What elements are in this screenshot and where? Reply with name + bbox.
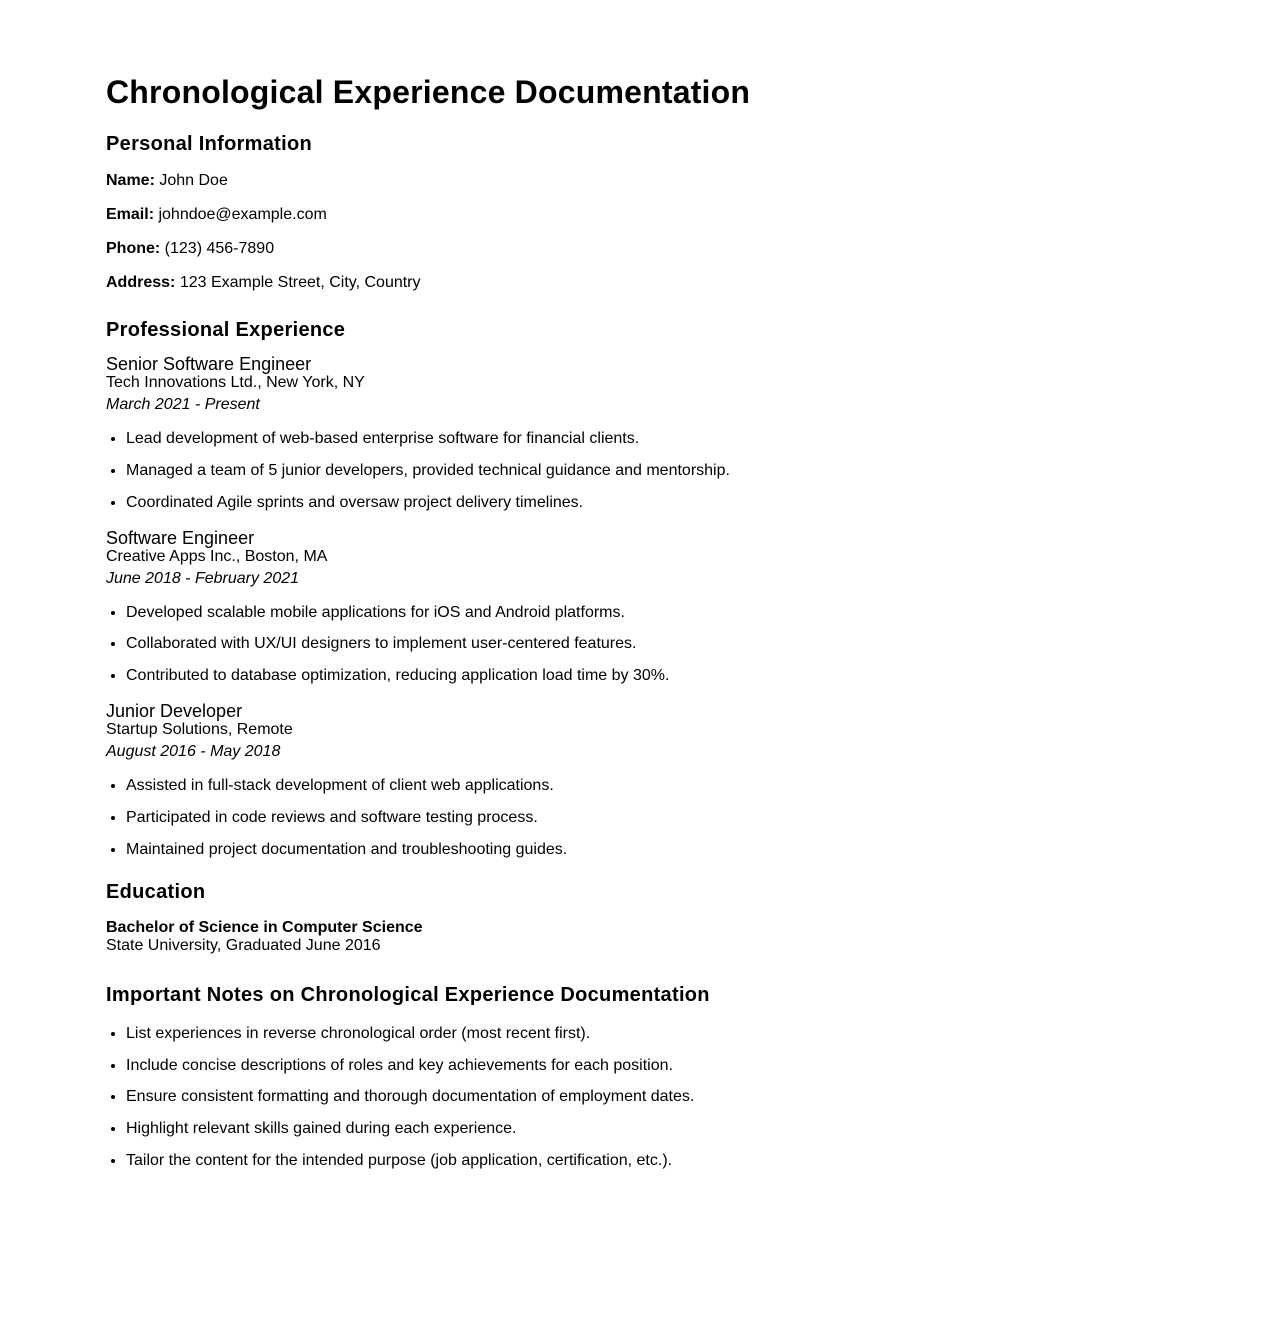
notes-list [106, 1024, 1156, 1171]
info-value: 123 Example Street, City, Country [179, 274, 421, 291]
list-item: • Managed a team of 5 junior developers, provided technical guidance and mentorship. [126, 461, 1156, 481]
job-entry [106, 527, 1156, 687]
section-heading-notes: Important Notes on Chronological Experience Documentation [106, 983, 710, 1006]
job-entry [106, 353, 1156, 513]
education-degree: Bachelor of Science in Computer Science [106, 918, 423, 936]
job-title: Junior Developer [106, 701, 243, 722]
list-item: • Developed scalable mobile applications for iOS and Android platforms. [126, 603, 1156, 623]
job-dates: March 2021 - Present [106, 396, 260, 413]
list-item: • Collaborated with UX/UI designers to implement user-centered features. [126, 634, 1156, 654]
info-address [106, 273, 1156, 293]
list-item: • Maintained project documentation and troubleshooting guides. [126, 840, 1156, 860]
list-item: • Assisted in full-stack development of client web applications. [126, 776, 1156, 796]
section-heading-personal: Personal Information [106, 133, 313, 155]
list-item: • Include concise descriptions of roles and key achievements for each position. [126, 1056, 1156, 1076]
job-bullets [106, 776, 1156, 860]
job-bullets [106, 429, 1156, 513]
section-heading-experience: Professional Experience [106, 319, 346, 341]
list-item: • List experiences in reverse chronological order (most recent first). [126, 1024, 1156, 1044]
job-title: Senior Software Engineer [106, 354, 312, 374]
info-value: johndoe@example.com [158, 206, 327, 223]
job-company: Creative Apps Inc., Boston, MA [106, 547, 328, 565]
info-label: Email: [106, 206, 155, 223]
info-label: Phone: [106, 240, 161, 257]
education-detail: State University, Graduated June 2016 [106, 936, 381, 954]
job-dates: June 2018 - February 2021 [106, 569, 300, 587]
job-dates: August 2016 - May 2018 [106, 743, 281, 761]
info-name [106, 171, 1156, 191]
section-heading-education: Education [106, 880, 206, 903]
list-item: • Ensure consistent formatting and thorough documentation of employment dates. [126, 1087, 1156, 1107]
info-email [106, 205, 1156, 225]
info-label: Address: [106, 274, 176, 291]
list-item: • Tailor the content for the intended purpose (job application, certification, etc.). [126, 1151, 1156, 1171]
job-company: Startup Solutions, Remote [106, 721, 293, 739]
list-item: • Lead development of web-based enterprise software for financial clients. [126, 429, 1156, 449]
education-entry [106, 919, 1156, 955]
info-value: John Doe [159, 172, 228, 189]
list-item: • Coordinated Agile sprints and oversaw project delivery timelines. [126, 493, 1156, 513]
info-label: Name: [106, 172, 155, 189]
list-item: • Highlight relevant skills gained during each experience. [126, 1119, 1156, 1139]
page-title: Chronological Experience Documentation [106, 74, 751, 110]
list-item: • Participated in code reviews and software testing process. [126, 808, 1156, 828]
job-company: Tech Innovations Ltd., New York, NY [106, 374, 365, 391]
info-value: (123) 456-7890 [164, 240, 275, 257]
info-phone [106, 239, 1156, 259]
list-item: • Contributed to database optimization, reducing application load time by 30%. [126, 666, 1156, 686]
job-title: Software Engineer [106, 527, 255, 548]
job-bullets [106, 603, 1156, 687]
job-entry [106, 700, 1156, 860]
